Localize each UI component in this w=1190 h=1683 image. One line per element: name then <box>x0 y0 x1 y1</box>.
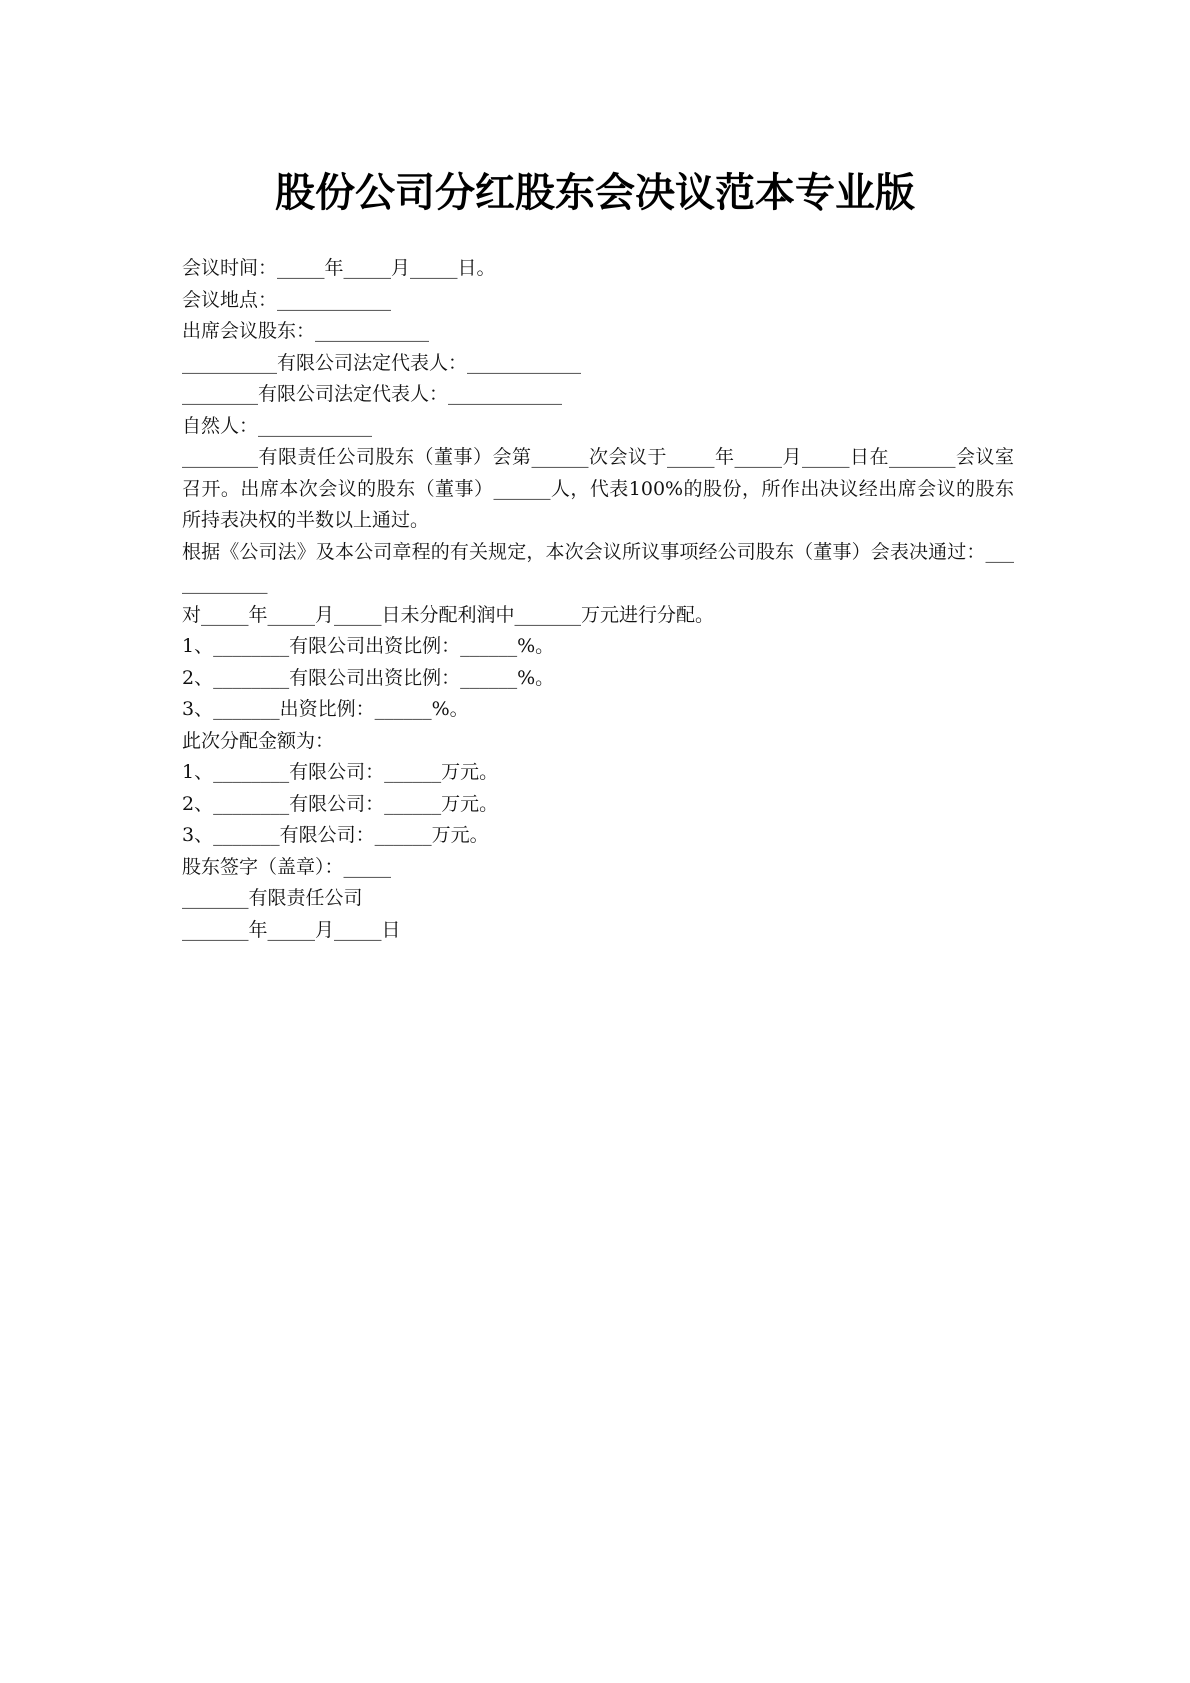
amount-heading: 此次分配金额为： <box>182 729 335 752</box>
meeting-paragraph: ________有限责任公司股东（董事）会第______次会议于_____年_____月_____日在_______会议室召开。出席本次会议的股东（董事）______人，代表100%的股份，所作出决议经出席会议的股东所持表决权的半数以上通过。 <box>182 446 1014 531</box>
legal-representative-line-2: ________有限公司法定代表人：____________ <box>182 383 563 405</box>
distribution-line: 对_____年_____月_____日未分配利润中_______万元进行分配。 <box>182 603 715 626</box>
ratio-line-2: 2、________有限公司出资比例：______%。 <box>182 666 555 689</box>
amount-line-1: 1、________有限公司：______万元。 <box>182 761 499 783</box>
ratio-line-1: 1、________有限公司出资比例：______%。 <box>182 635 555 657</box>
legal-representative-line-1: __________有限公司法定代表人：____________ <box>182 351 582 374</box>
ratio-line-3: 3、_______出资比例：______%。 <box>182 698 469 720</box>
attending-shareholders-line: 出席会议股东：____________ <box>182 320 430 342</box>
natural-person-line: 自然人：____________ <box>182 414 373 437</box>
amount-line-3: 3、_______有限公司：______万元。 <box>182 824 489 846</box>
resolution-paragraph: 根据《公司法》及本公司章程的有关规定，本次会议所议事项经公司股东（董事）会表决通过：____________ <box>182 540 1014 594</box>
document-body <box>182 253 1014 946</box>
amount-line-2: 2、________有限公司：______万元。 <box>182 792 499 815</box>
meeting-time-line: 会议时间：_____年_____月_____日。 <box>182 257 496 279</box>
meeting-place-line: 会议地点：____________ <box>182 288 392 311</box>
date-line: _______年_____月_____日 <box>182 918 401 941</box>
document-title: 股份公司分红股东会决议范本专业版 <box>275 170 915 216</box>
company-line: _______有限责任公司 <box>182 887 363 909</box>
signature-line: 股东签字（盖章）：_____ <box>182 855 392 878</box>
